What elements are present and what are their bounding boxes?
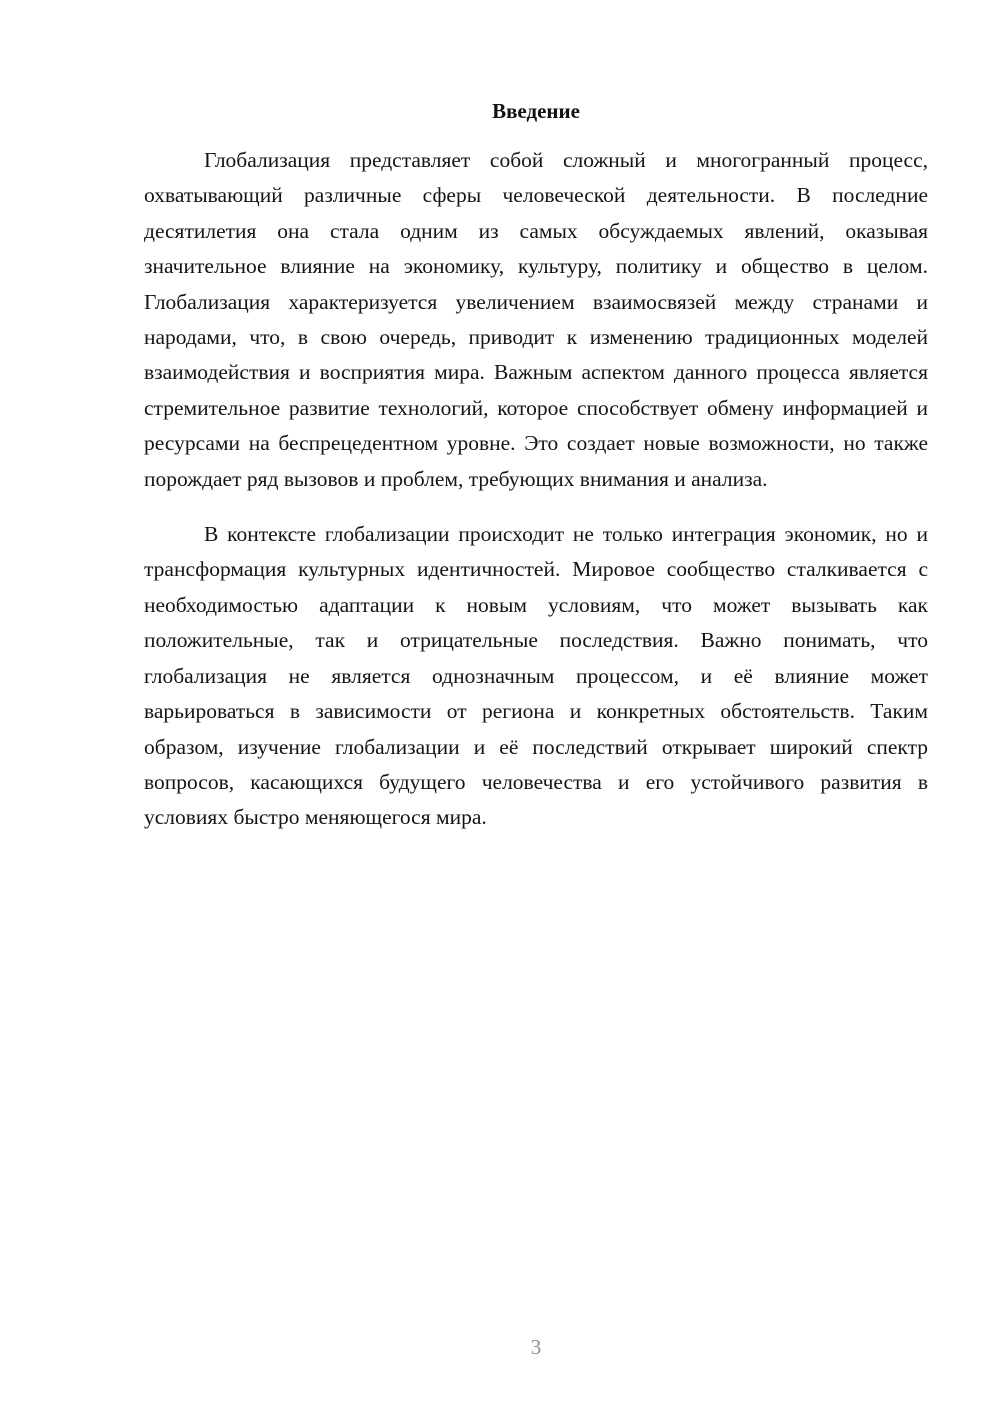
paragraph-1: Глобализация представляет собой сложный и многогранный процесс, охватывающий различные сферы человеческой деятельности. В последние десятилетия она стала одним из самых обсуждаемых явлений, оказывая значительное влияние на экономику, культуру, политику и общество в целом. Глобализация характеризуется увеличением взаимосвязей между странами и народами, что, в свою очередь, приводит к изменению традиционных моделей взаимодействия и восприятия мира. Важным аспектом данного процесса является стремительное развитие технологий, которое способствует обмену информацией и ресурсами на беспрецедентном уровне. Это создает новые возможности, но также порождает ряд вызовов и проблем, требующих внимания и анализа. xyxy=(144,148,928,491)
section-heading: Введение xyxy=(492,99,580,123)
document-body xyxy=(144,143,928,836)
page-number: 3 xyxy=(530,1335,542,1359)
paragraph-2: В контексте глобализации происходит не только интеграция экономик, но и трансформация культурных идентичностей. Мировое сообщество сталкивается с необходимостью адаптации к новым условиям, что может вызывать как положительные, так и отрицательные последствия. Важно понимать, что глобализация не является однозначным процессом, и её влияние может варьироваться в зависимости от региона и конкретных обстоятельств. Таким образом, изучение глобализации и её последствий открывает широкий спектр вопросов, касающихся будущего человечества и его устойчивого развития в условиях быстро меняющегося мира. xyxy=(144,522,928,830)
